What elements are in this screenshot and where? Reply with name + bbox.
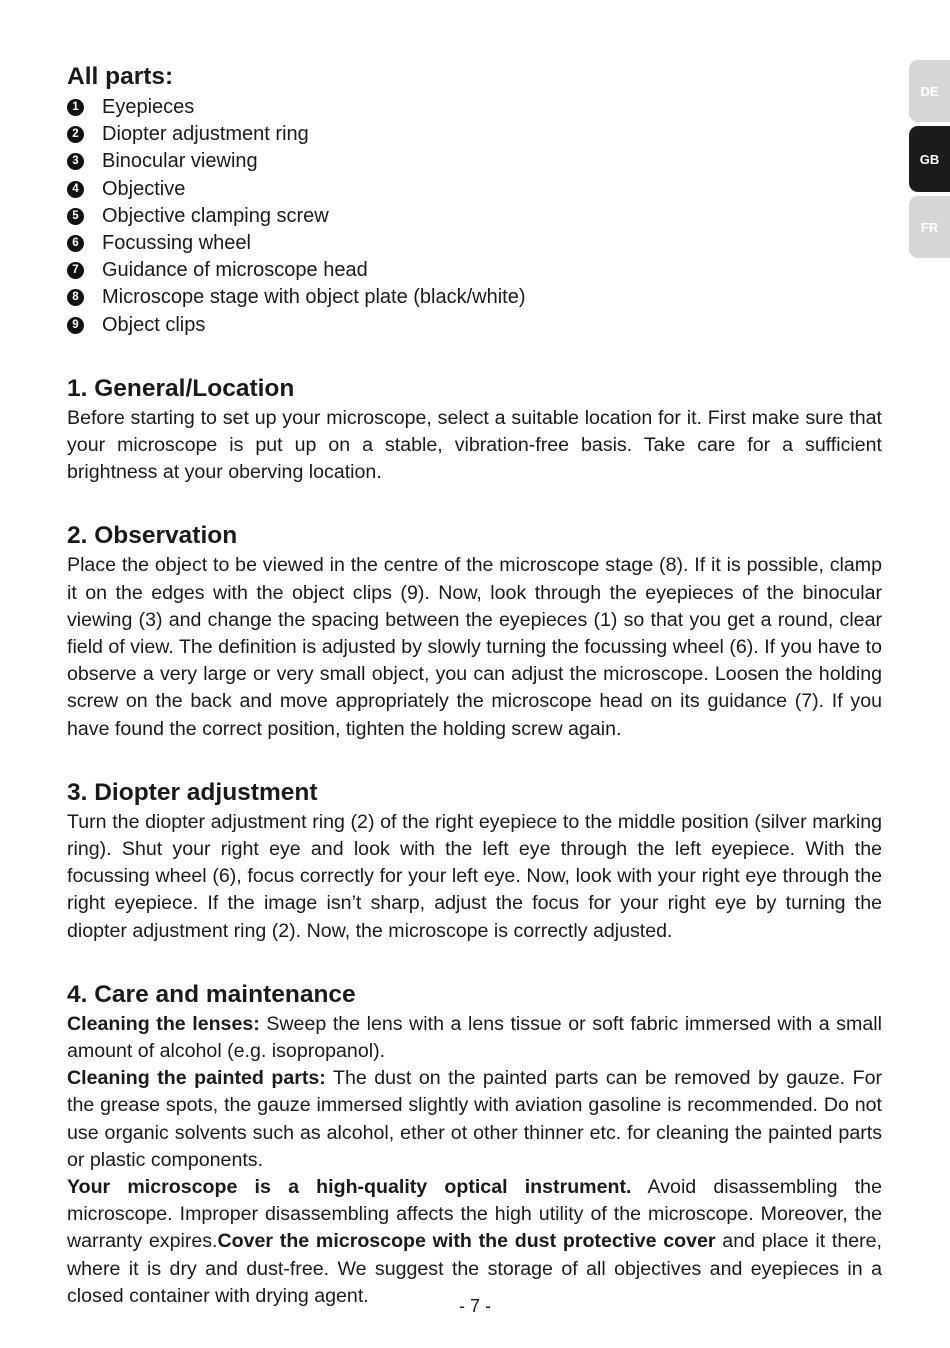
list-item xyxy=(67,203,882,230)
section-title: 2. Observation xyxy=(67,522,238,550)
section-body: Place the object to be viewed in the centre of the microscope stage (8). If it is possible, clamp it on the edges with the object clips (9). Now, look through the eyepieces of the binocular viewing (3) and change the spacing between the eyepieces (1) so that you get a round, clear field of view. The definition is adjusted by slowly turning the focussing wheel (6). If you have to observe a very large or very small object, you can adjust the microscope. Loosen the holding screw on the back and move appropriately the microscope head on its guidance (7). If you have found the correct position, tighten the holding screw again. xyxy=(67,554,882,740)
number-badge-icon: 5 xyxy=(67,208,84,225)
page-content xyxy=(67,62,882,1310)
care-painted-paragraph xyxy=(67,1065,882,1174)
care-quality-text: Avoid disassembling the microscope. Improper disassembling affects the high utility of the microscope. Moreover, the warranty expires. xyxy=(67,1175,882,1253)
care-painted-text: The dust on the painted parts can be removed by gauze. For the grease spots, the gauze immersed slightly with aviation gasoline is recommended. Do not use organic solvents such as alcohol, ether ot other thinner etc. for cleaning the painted parts or plastic components. xyxy=(67,1067,882,1171)
part-label: Binocular viewing xyxy=(102,150,258,173)
number-badge-icon: 1 xyxy=(67,99,84,116)
section-body: Before starting to set up your microscope, select a suitable location for it. First make sure that your microscope is put up on a stable, vibration-free basis. Take care for a sufficient brightness at your oberving location. xyxy=(67,406,882,484)
list-item xyxy=(67,121,882,148)
part-label: Eyepieces xyxy=(102,96,195,118)
part-label: Microscope stage with object plate (black/white) xyxy=(102,286,526,309)
part-label: Object clips xyxy=(102,313,206,336)
list-item xyxy=(67,148,882,175)
number-badge-icon: 7 xyxy=(67,262,84,279)
part-label: Focussing wheel xyxy=(102,231,251,254)
section-title: 1. General/Location xyxy=(67,374,295,402)
part-label: Diopter adjustment ring xyxy=(102,123,309,146)
section-care xyxy=(67,980,882,1310)
list-item xyxy=(67,257,882,284)
list-item xyxy=(67,312,882,339)
care-cover-heading: Cover the microscope with the dust protective cover xyxy=(217,1230,716,1253)
section-general xyxy=(67,374,882,487)
section-title: 4. Care and maintenance xyxy=(67,980,356,1008)
parts-list xyxy=(67,94,882,339)
tab-fr[interactable]: FR xyxy=(909,196,950,258)
list-item xyxy=(67,230,882,257)
list-item xyxy=(67,284,882,311)
tab-de[interactable]: DE xyxy=(909,60,950,122)
section-observation xyxy=(67,521,882,742)
care-lenses-heading: Cleaning the lenses: xyxy=(67,1012,260,1035)
part-label: Objective clamping screw xyxy=(102,204,329,227)
care-lenses-paragraph xyxy=(67,1011,882,1065)
list-item xyxy=(67,176,882,203)
language-tabs xyxy=(909,60,950,262)
care-quality-paragraph xyxy=(67,1174,882,1310)
number-badge-icon: 3 xyxy=(67,153,84,170)
section-title: 3. Diopter adjustment xyxy=(67,778,318,806)
tab-gb[interactable]: GB xyxy=(909,126,950,192)
part-label: Objective xyxy=(102,177,186,200)
part-label: Guidance of microscope head xyxy=(102,259,368,282)
number-badge-icon: 4 xyxy=(67,181,84,198)
section-body: Turn the diopter adjustment ring (2) of the right eyepiece to the middle position (silver marking ring). Shut your right eye and look with the left eye through the left eyepiece. With the focussing wheel (6), focus correctly for your left eye. Now, look with your right eye through the right eyepiece. If the image isn’t sharp, adjust the focus for your right eye by turning the diopter adjustment ring (2). Now, the microscope is correctly adjusted. xyxy=(67,810,882,942)
number-badge-icon: 2 xyxy=(67,126,84,143)
care-painted-heading: Cleaning the painted parts: xyxy=(67,1067,326,1090)
care-lenses-text: Sweep the lens with a lens tissue or soft fabric immersed with a small amount of alcohol (e.g. isopropanol). xyxy=(67,1012,882,1062)
page-number: - 7 - xyxy=(458,1296,491,1316)
care-quality-heading: Your microscope is a high-quality optical instrument. xyxy=(67,1175,632,1198)
care-cover-text: and place it there, where it is dry and dust-free. We suggest the storage of all objectives and eyepieces in a closed container with drying agent. xyxy=(67,1230,882,1307)
parts-title: All parts: xyxy=(67,63,174,90)
number-badge-icon: 8 xyxy=(67,289,84,306)
number-badge-icon: 6 xyxy=(67,235,84,252)
number-badge-icon: 9 xyxy=(67,317,84,334)
section-diopter xyxy=(67,778,882,945)
list-item xyxy=(67,94,882,121)
